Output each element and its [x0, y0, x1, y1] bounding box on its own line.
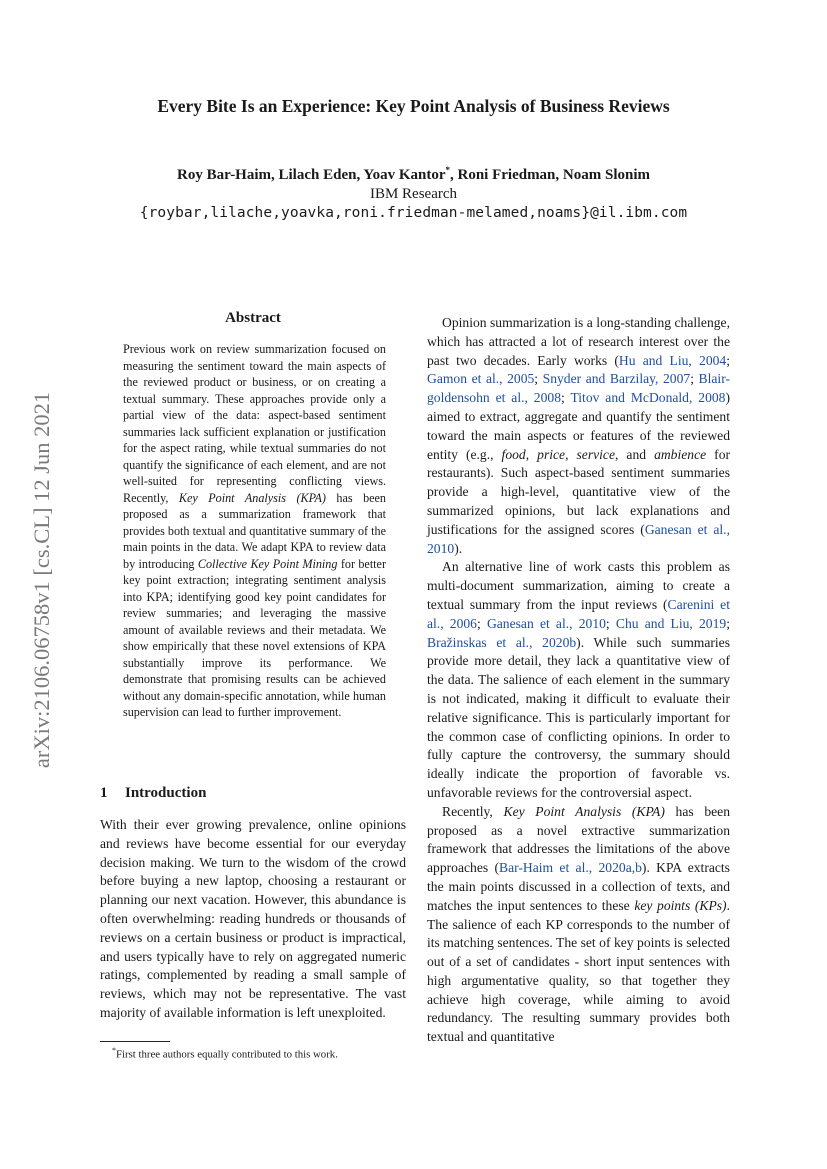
citation-link[interactable]: Gamon et al., 2005: [427, 371, 535, 387]
sep: ;: [726, 352, 730, 368]
abstract-part-2: has been proposed as a summarization framework that provides both textual and quantitative summary of the main points in the data. We adapt KPA to review data by introducing: [123, 490, 387, 571]
intro-paragraph-4: [427, 803, 730, 1047]
citation-link[interactable]: Titov and McDonald, 2008: [570, 390, 726, 406]
footnote-rule: [100, 1041, 170, 1042]
author-emails: {roybar,lilache,yoavka,roni.friedman-melamed,noams}@il.ibm.com: [139, 205, 688, 221]
citation-link[interactable]: Hu and Liu, 2004: [618, 352, 727, 368]
italic-term: price: [537, 446, 566, 462]
sep: ;: [534, 371, 543, 387]
citation-link[interactable]: Carenini et al., 2006: [427, 596, 730, 631]
para-text: An alternative line of work casts this problem as multi-document summarization, aiming to create a textual summary from the input reviews (: [427, 559, 730, 612]
para-text: Opinion summarization is a long-standing challenge, which has attracted a lot of research interest over the past two decades. Early works (: [427, 315, 730, 368]
italic-term: food: [501, 446, 526, 462]
citation-link[interactable]: Ganesan et al., 2010: [486, 615, 606, 631]
abstract-ckpm-term: Collective Key Point Mining: [197, 556, 338, 571]
para-text: . The salience of each KP corresponds to the number of its matching sentences. The set of key points is selected out of a set of candidates - short input sentences with high argumentative quality, so that together they achieve high coverage, while aiming to avoid redundancy. The resulting summary provides both textual and quantitative: [427, 897, 730, 1045]
authors-rest: , Roni Friedman, Noam Slonim: [449, 167, 650, 183]
italic-term: service: [576, 446, 615, 462]
para-text: ).: [454, 540, 463, 556]
para-text: has been proposed as a novel extractive summarization framework that addresses the limitations of the above approaches (: [427, 803, 730, 876]
italic-term: key points (KPs): [634, 897, 727, 913]
paper-title: Every Bite Is an Experience: Key Point Analysis of Business Reviews: [157, 96, 670, 116]
italic-term: ambience: [654, 446, 707, 462]
abstract-body: [123, 341, 386, 721]
section-title: Introduction: [125, 785, 207, 801]
intro-paragraph-1: With their ever growing prevalence, online opinions and reviews have become essential for our everyday decision making. We turn to the wisdom of the crowd before buying a new laptop, choosing a restaurant or planning our next vacation. However, this abundance is often overwhelming: reading hundreds or thousands of reviews on a certain business or product is impractical, and users typically have to rely on aggregated numeric ratings, complemented by reading a small sample of reviews, which may not be representative. The vast majority of available information is left unexploited.: [100, 817, 406, 1020]
footnote: [112, 1046, 338, 1061]
sep: ;: [476, 615, 487, 631]
abstract-part-3: for better key point extraction; integrating sentiment analysis into KPA; identifying good key point candidates for review summaries; and leveraging the massive amount of available reviews and their metadata. We show empirically that these novel extensions of KPA substantially improve its performance. We demonstrate that promising results can be achieved without any domain-specific annotation, while human supervision can lead to further improvement.: [123, 556, 386, 719]
intro-right-column: [427, 314, 730, 1047]
para-text: ). KPA extracts the main points discussed in a collection of texts, and matches the input sentences to these: [427, 860, 730, 913]
abstract-part-1: Previous work on review summarization focused on measuring the sentiment toward the main aspects of the reviewed product or business, or on creating a textual summary. These approaches provide only a partial view of the data: aspect-based sentiment summaries lack sufficient explanation or justification for the aspect rating, while textual summaries do not quantify the significance of each element, and are not well-suited for representing conflicting views. Recently,: [123, 342, 386, 505]
authors-footnote-mark: *: [445, 165, 450, 175]
italic-term: Key Point Analysis (KPA): [503, 803, 665, 819]
citation-link[interactable]: Blair-goldensohn et al., 2008: [427, 371, 730, 406]
section-number: 1: [100, 785, 108, 801]
para-text: Recently,: [442, 803, 504, 819]
para-text: , and: [615, 446, 655, 462]
citation-link[interactable]: Chu and Liu, 2019: [615, 615, 727, 631]
sep: ;: [561, 390, 571, 406]
citation-link[interactable]: Snyder and Barzilay, 2007: [542, 371, 691, 387]
intro-paragraph-3: [427, 558, 730, 802]
footnote-text: First three authors equally contributed to this work.: [116, 1048, 338, 1061]
sep: ;: [690, 371, 699, 387]
author-list: [0, 165, 827, 184]
intro-paragraph-2: Opinion summarization is a long-standing challenge, which has attracted a lot of research interest over the past two decades. Early works (Hu and Liu, 2004; Gamon et al., 2005; Snyder and Barzilay, 2007; Blair-goldensohn et al., 2008; Titov and McDonald, 2008) aimed to extract, aggregate and quantify the sentiment toward the main aspects or features of the reviewed entity (e.g., food, price, service, and ambience for restaurants). Such aspect-based sentiment summaries provide a high-level, quantitative view of the summarized opinions, but lack explanations and justifications for the assigned scores (Ganesan et al., 2010).: [427, 315, 731, 556]
abstract-heading: Abstract: [225, 310, 281, 326]
citation-link[interactable]: Ganesan et al., 2010: [427, 521, 730, 556]
arxiv-identifier: arXiv:2106.06758v1 [cs.CL] 12 Jun 2021: [29, 391, 54, 769]
para-text: ) aimed to extract, aggregate and quantify the sentiment toward the main aspects or features of the reviewed entity (e.g.,: [427, 390, 730, 462]
citation-link[interactable]: Bar-Haim et al., 2020a,b: [499, 860, 642, 876]
affiliation: IBM Research: [369, 186, 458, 202]
footnote-mark: *: [112, 1046, 116, 1055]
intro-left-column: [100, 816, 406, 1023]
section-heading-introduction: [100, 785, 206, 802]
sep: ;: [726, 615, 730, 631]
authors-first: Roy Bar-Haim, Lilach Eden, Yoav Kantor: [177, 167, 446, 183]
abstract-kpa-term: Key Point Analysis (KPA): [178, 490, 326, 505]
sep: ;: [605, 615, 616, 631]
para-text: for restaurants). Such aspect-based sentiment summaries provide a high-level, quantitative view of the summarized opinions, but lack explanations and justifications for the assigned scores (: [427, 446, 731, 537]
para-text: ). While such summaries provide more detail, they lack a quantitative view of the data. The salience of each element in the summary is not indicated, making it difficult to evaluate their relative significance. This is particularly important for the common case of conflicting opinions. In order to fully capture the controversy, the summary should ideally indicate the proportion of favorable vs. unfavorable reviews for the controversial aspect.: [427, 634, 730, 800]
citation-link[interactable]: Bražinskas et al., 2020b: [427, 634, 577, 650]
